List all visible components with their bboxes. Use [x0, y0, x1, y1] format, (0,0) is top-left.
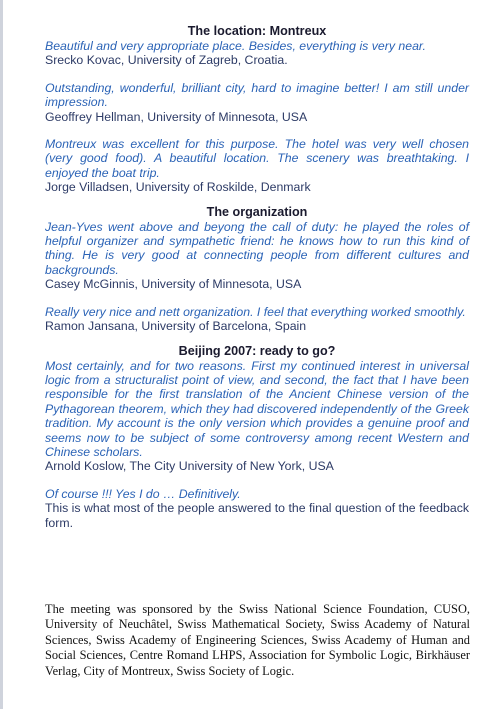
testimonial-quote: Beautiful and very appropriate place. Besides, everything is very near. — [45, 39, 426, 53]
section-heading-organization: The organization — [206, 204, 308, 219]
testimonial-author: Geoffrey Hellman, University of Minnesota, USA — [45, 109, 308, 124]
testimonial-author: Arnold Koslow, The City University of New York, USA — [45, 459, 334, 474]
testimonial-quote: Outstanding, wonderful, brilliant city, hard to imagine better! I am still under impression. — [45, 80, 469, 110]
feedback-note: This is what most of the people answered to the final question of the feedback form. — [45, 501, 469, 530]
testimonial — [45, 487, 469, 530]
testimonial-author: Jorge Villadsen, University of Roskilde, Denmark — [45, 180, 311, 195]
testimonial-author: Ramon Jansana, University of Barcelona, Spain — [45, 319, 307, 334]
testimonial — [45, 305, 469, 334]
testimonial-quote: Montreux was excellent for this purpose. The hotel was very well chosen (very good food). A beautiful location. The scenery was breathtaking. I enjoyed the boat trip. — [45, 137, 469, 180]
sponsors-paragraph: The meeting was sponsored by the Swiss National Science Foundation, CUSO, University of Neuchâtel, Swiss Mathematical Society, Swiss Academy of Natural Sciences, Swiss Academy of Engineering Sciences, Swiss Academy of Human and Social Sciences, Centre Romand LHPS, Association for Symbolic Logic, Birkhäuser Verlag, City of Montreux, Swiss Society of Logic. — [45, 602, 470, 678]
testimonial — [45, 359, 469, 474]
testimonial-quote: Jean-Yves went above and beyong the call of duty: he played the roles of helpful organizer and sympathetic friend: he knows how to run this kind of thing. He is very good at connecting people from different cultures and backgrounds. — [45, 219, 469, 277]
section-beijing — [45, 344, 469, 530]
section-heading-beijing: Beijing 2007: ready to go? — [178, 343, 336, 358]
testimonial-author: Srecko Kovac, University of Zagreb, Croatia. — [45, 53, 288, 68]
testimonials-column — [45, 24, 469, 543]
testimonial — [45, 81, 469, 124]
testimonial — [45, 220, 469, 292]
section-location — [45, 24, 469, 195]
testimonial-quote: Most certainly, and for two reasons. First my continued interest in universal logic from a structuralist point of view, and second, the fact that I have been responsible for the first translation of the Ancient Chinese version of the Pythagorean theorem, which they had discovered independently of the Greek tradition. My account is the only version which provides a genuine proof and seems now to be subject of some controversy among recent Western and Chinese scholars. — [45, 358, 469, 459]
section-organization — [45, 205, 469, 334]
testimonial — [45, 39, 469, 68]
section-heading-location: The location: Montreux — [187, 24, 327, 38]
testimonial-quote: Really very nice and nett organization. I feel that everything worked smoothly. — [45, 304, 466, 319]
testimonial-author: Casey McGinnis, University of Minnesota, USA — [45, 277, 302, 292]
testimonial — [45, 137, 469, 195]
testimonial-quote: Of course !!! Yes I do … Definitively. — [45, 486, 241, 501]
